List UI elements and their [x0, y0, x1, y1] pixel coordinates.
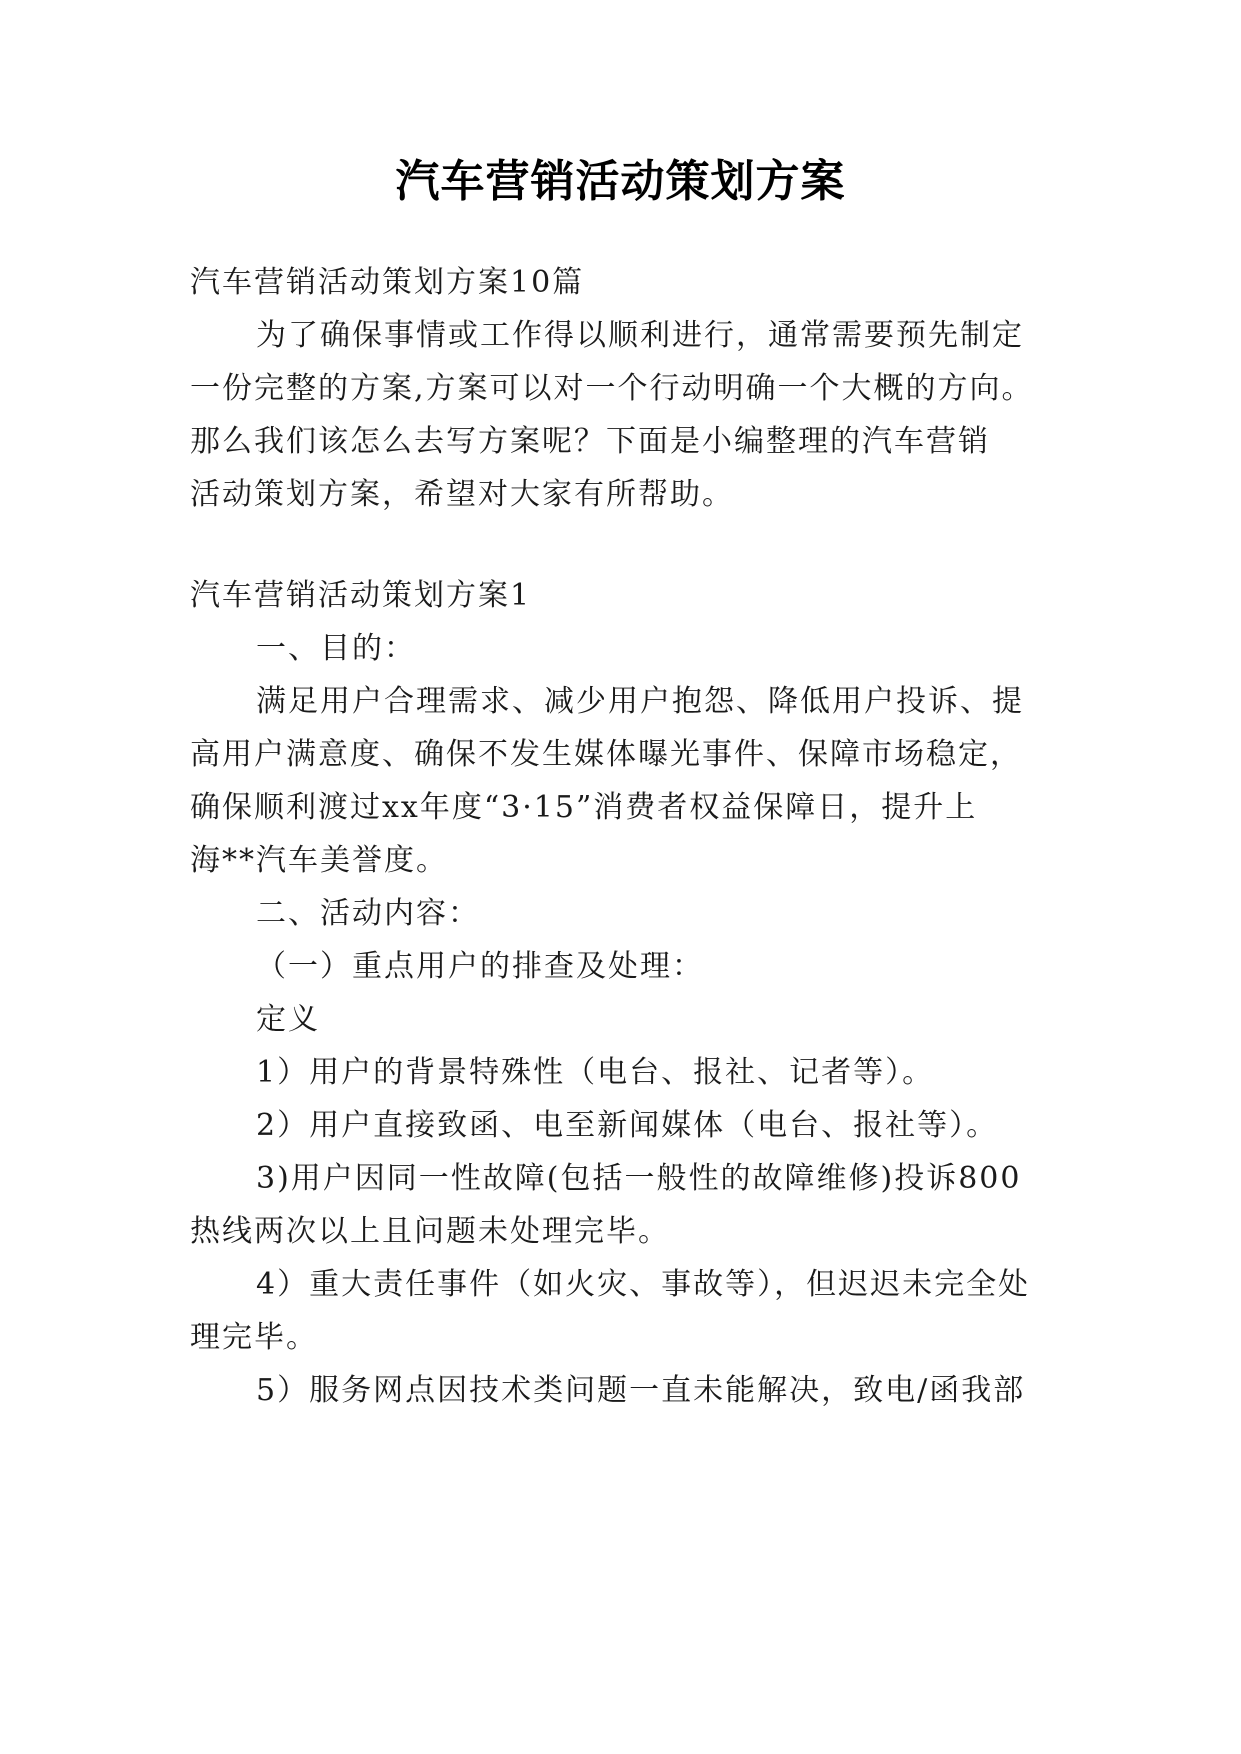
list-item: 4）重大责任事件（如火灾、事故等），但迟迟未完全处 — [256, 1267, 1031, 1302]
heading-activity-content: 二、活动内容： — [256, 896, 480, 931]
list-item-continuation: 理完毕。 — [190, 1320, 318, 1355]
document-subtitle: 汽车营销活动策划方案10篇 — [190, 265, 585, 300]
heading-purpose: 一、目的： — [256, 631, 416, 666]
section-heading: 汽车营销活动策划方案1 — [190, 578, 532, 613]
subheading-key-users: （一）重点用户的排查及处理： — [256, 949, 704, 984]
definition-label: 定义 — [256, 1002, 320, 1037]
intro-paragraph-line: 活动策划方案，希望对大家有所帮助。 — [190, 477, 734, 512]
purpose-paragraph-line: 满足用户合理需求、减少用户抱怨、降低用户投诉、提 — [256, 684, 1024, 719]
purpose-paragraph-line: 确保顺利渡过xx年度“3·15”消费者权益保障日，提升上 — [190, 790, 978, 825]
list-item: 1）用户的背景特殊性（电台、报社、记者等）。 — [256, 1055, 935, 1090]
list-item: 2）用户直接致函、电至新闻媒体（电台、报社等）。 — [256, 1108, 999, 1143]
list-item-continuation: 热线两次以上且问题未处理完毕。 — [190, 1214, 670, 1249]
intro-paragraph-line: 为了确保事情或工作得以顺利进行，通常需要预先制定 — [256, 318, 1024, 353]
list-item: 3)用户因同一性故障(包括一般性的故障维修)投诉800 — [256, 1161, 1022, 1196]
purpose-paragraph-line: 海**汽车美誉度。 — [190, 843, 448, 878]
list-item: 5）服务网点因技术类问题一直未能解决，致电/函我部 — [256, 1373, 1026, 1408]
document-title: 汽车营销活动策划方案 — [395, 156, 846, 207]
intro-paragraph-line: 一份完整的方案,方案可以对一个行动明确一个大概的方向。 — [190, 371, 1034, 406]
purpose-paragraph-line: 高用户满意度、确保不发生媒体曝光事件、保障市场稳定， — [190, 737, 1022, 772]
intro-paragraph-line: 那么我们该怎么去写方案呢？下面是小编整理的汽车营销 — [190, 424, 990, 459]
